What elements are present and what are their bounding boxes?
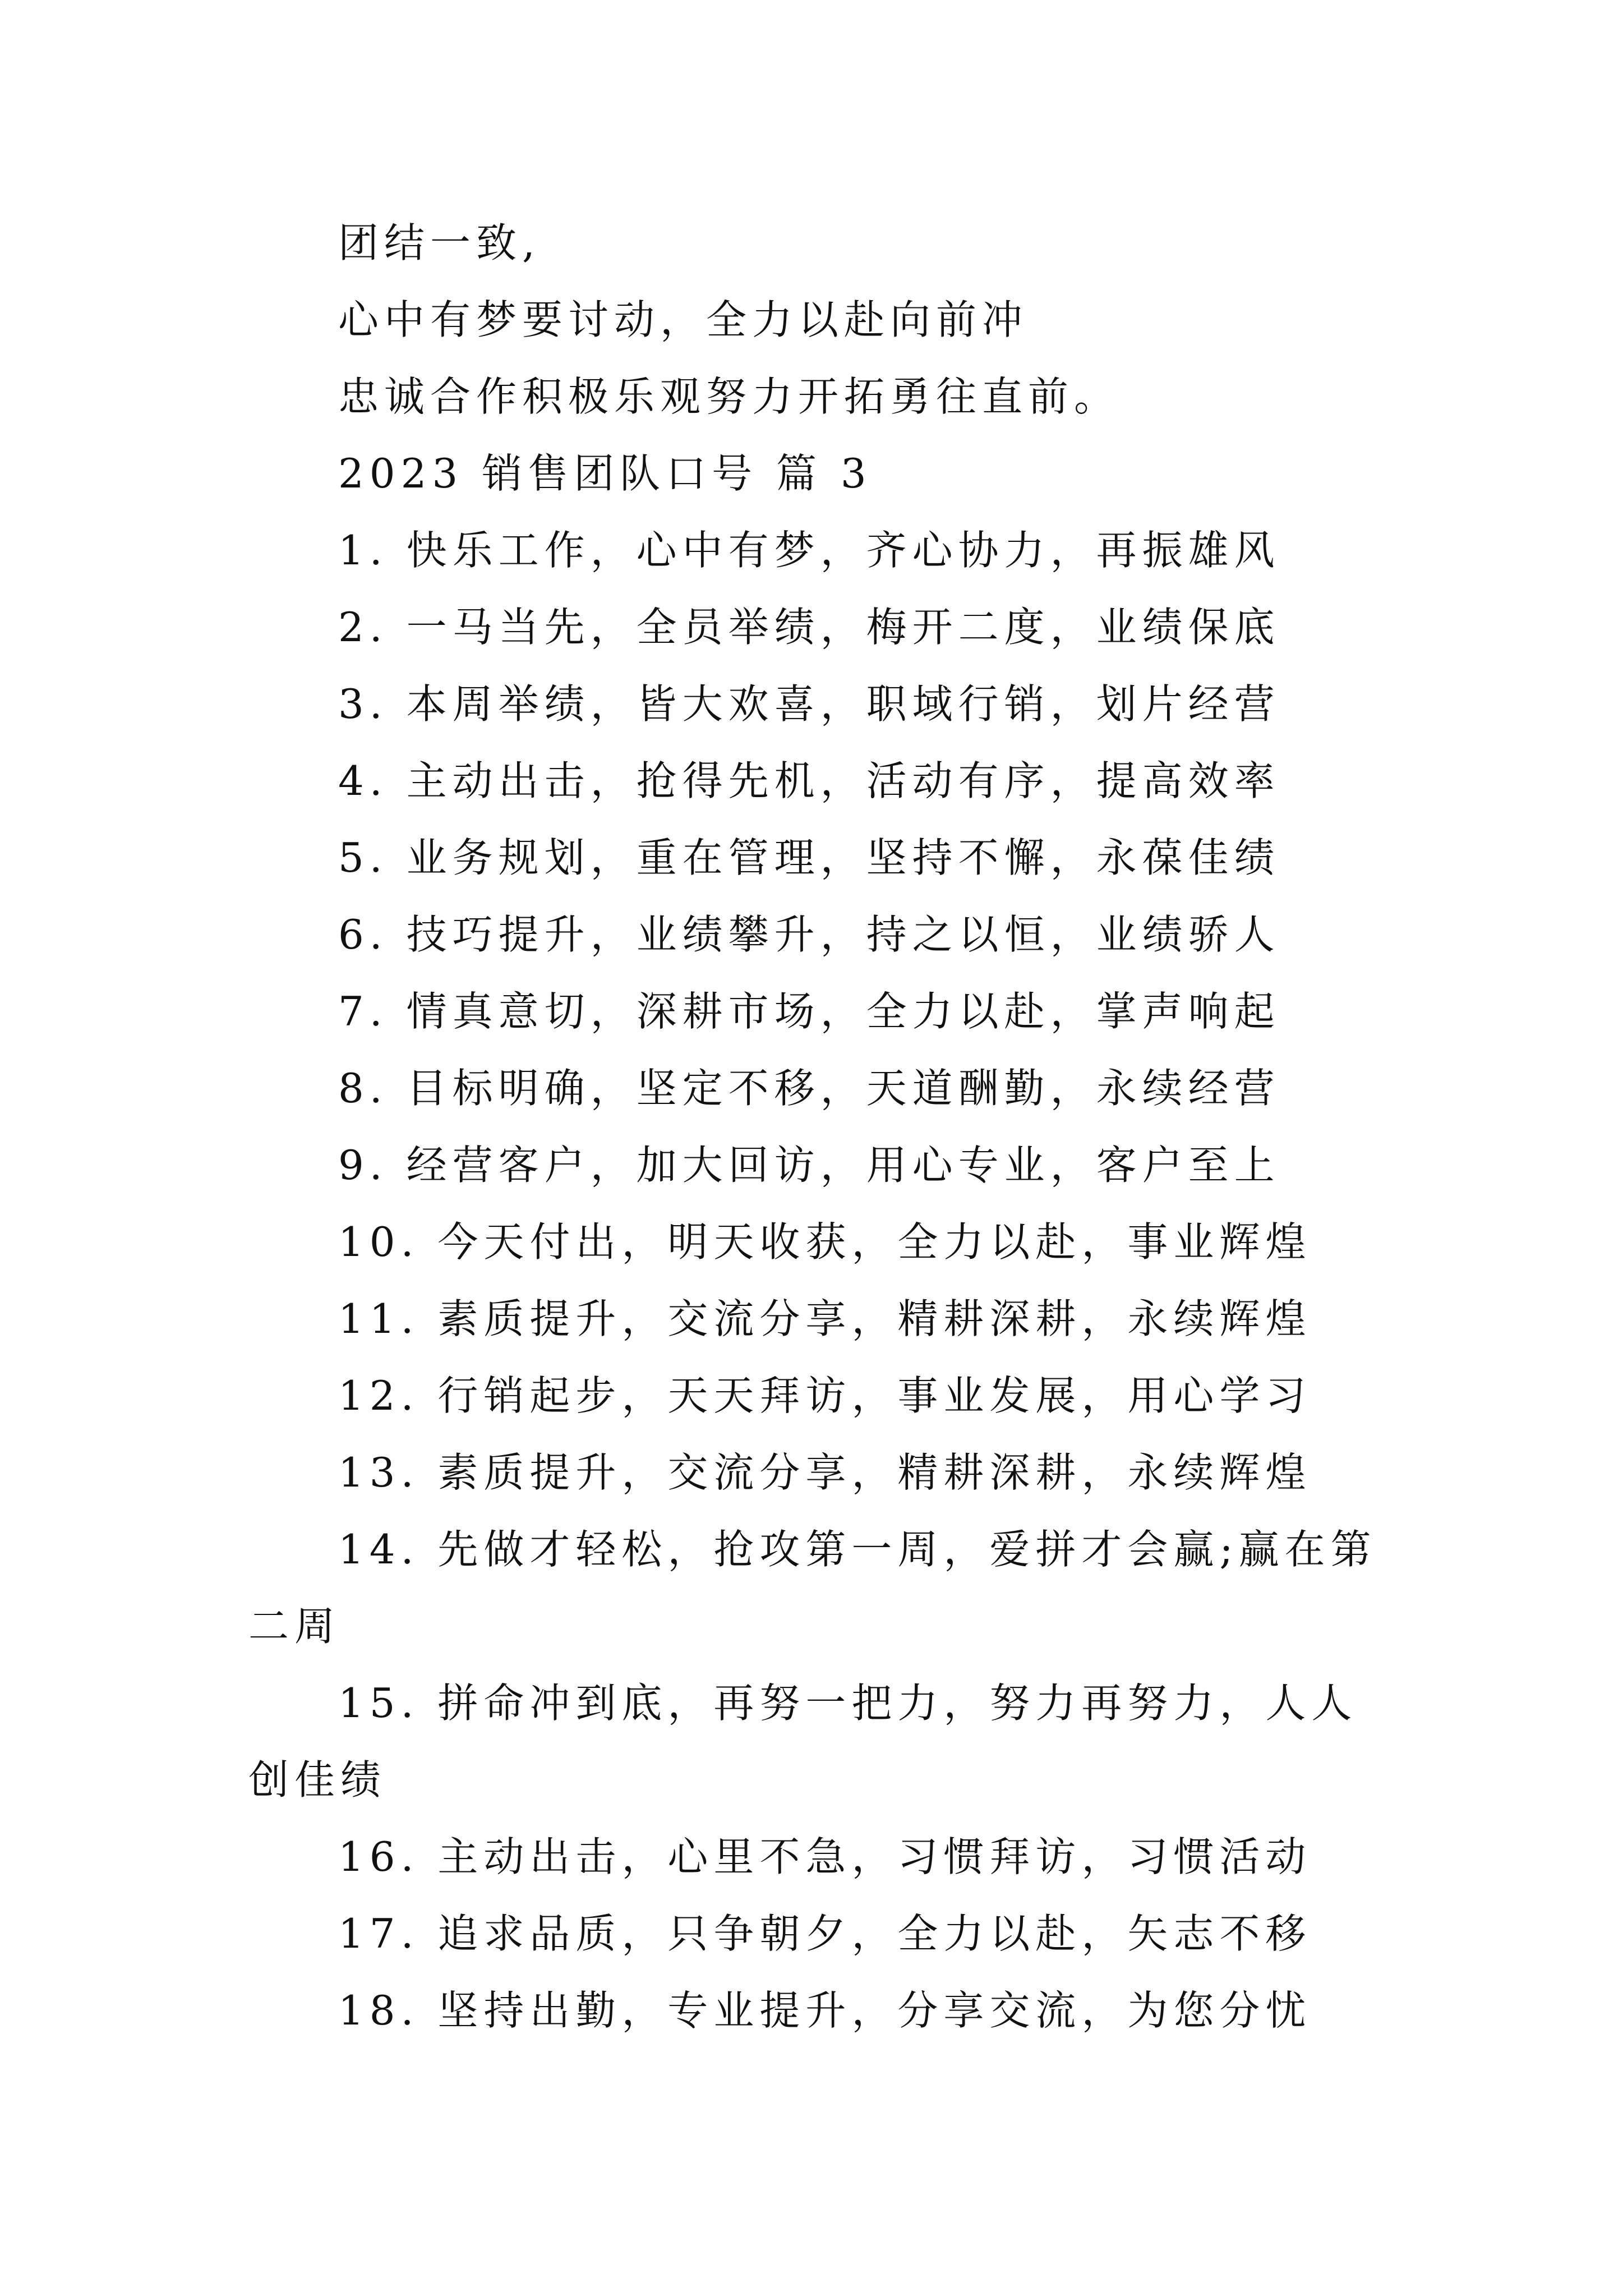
list-item: 10. 今天付出，明天收获，全力以赴，事业辉煌 [338, 1218, 1312, 1266]
list-item: 7. 情真意切，深耕市场，全力以赴，掌声响起 [338, 988, 1280, 1035]
list-item: 18. 坚持出勤，专业提升，分享交流，为您分忧 [338, 1987, 1312, 2034]
text-line: 团结一致, [338, 219, 541, 266]
list-item: 13. 素质提升，交流分享，精耕深耕，永续辉煌 [338, 1449, 1312, 1496]
list-item: 8. 目标明确，坚定不移，天道酬勤，永续经营 [338, 1065, 1280, 1112]
list-item: 2. 一马当先，全员举绩，梅开二度，业绩保底 [338, 604, 1280, 651]
list-item: 15. 拼命冲到底，再努一把力，努力再努力，人人创佳绩 [248, 1680, 1358, 1803]
list-item: 5. 业务规划，重在管理，坚持不懈，永葆佳绩 [338, 834, 1280, 881]
list-item: 4. 主动出击，抢得先机，活动有序，提高效率 [338, 757, 1280, 804]
list-item: 1. 快乐工作，心中有梦，齐心协力，再振雄风 [338, 527, 1280, 574]
text-line: 心中有梦要讨动，全力以赴向前冲 [338, 296, 1029, 343]
list-item: 11. 素质提升，交流分享，精耕深耕，永续辉煌 [338, 1295, 1312, 1342]
list-item: 3. 本周举绩，皆大欢喜，职域行销，划片经营 [338, 680, 1280, 728]
list-item: 17. 追求品质，只争朝夕，全力以赴，矢志不移 [338, 1910, 1312, 1957]
list-item: 9. 经营客户，加大回访，用心专业，客户至上 [338, 1142, 1280, 1189]
list-item: 14. 先做才轻松，抢攻第一周，爱拼才会赢;赢在第二周 [248, 1526, 1377, 1650]
text-line: 忠诚合作积极乐观努力开拓勇往直前。 [338, 373, 1121, 420]
list-item: 6. 技巧提升，业绩攀升，持之以恒，业绩骄人 [338, 911, 1280, 958]
list-item: 16. 主动出击，心里不急，习惯拜访，习惯活动 [338, 1833, 1312, 1880]
list-item: 12. 行销起步，天天拜访，事业发展，用心学习 [338, 1372, 1312, 1419]
section-heading: 2023 销售团队口号 篇 3 [338, 450, 872, 497]
document-body [248, 205, 1393, 2049]
